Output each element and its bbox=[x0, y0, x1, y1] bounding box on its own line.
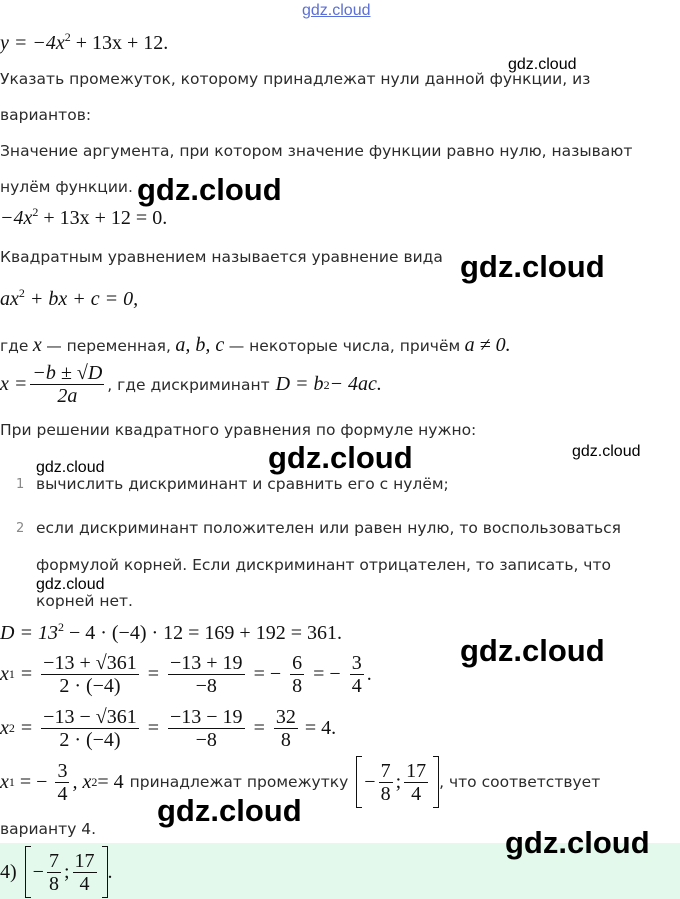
answer-frac-a bbox=[47, 850, 61, 895]
interval-frac-a bbox=[379, 760, 393, 805]
watermark: gdz.cloud bbox=[36, 459, 105, 476]
frac-den: 8 bbox=[280, 729, 291, 751]
conclusion-tail2: варианту 4. bbox=[0, 820, 97, 838]
x1-frac-2 bbox=[168, 652, 245, 697]
disc-calc-b: − 4 · (−4) · 12 = 169 + 192 = 361. bbox=[63, 622, 342, 644]
x2-frac-2 bbox=[168, 706, 245, 751]
site-header-link[interactable]: gdz.cloud bbox=[302, 2, 371, 19]
step-text-cont: корней нет. bbox=[36, 592, 133, 610]
formula-den: 2a bbox=[57, 385, 78, 407]
equation-prefix: −4x bbox=[0, 207, 33, 229]
frac-den: 4 bbox=[57, 782, 68, 805]
frac-num: 3 bbox=[351, 652, 362, 674]
frac-num: −13 + √361 bbox=[43, 652, 137, 674]
x2-result: = 4. bbox=[304, 717, 337, 739]
answer-frac-b bbox=[73, 850, 97, 895]
frac-den: −8 bbox=[195, 729, 217, 751]
function-suffix: + 13x + 12. bbox=[70, 32, 169, 54]
sub-1: 1 bbox=[8, 667, 15, 681]
where-line bbox=[0, 334, 511, 357]
function-formula bbox=[0, 32, 168, 55]
frac-num: 6 bbox=[292, 652, 303, 674]
conclusion-frac bbox=[55, 760, 69, 805]
definition-text: Значение аргумента, при котором значение функции равно нулю, называют bbox=[0, 142, 633, 160]
watermark: gdz.cloud bbox=[157, 793, 302, 828]
watermark: gdz.cloud bbox=[508, 56, 577, 73]
interval-bracket: − $\frac{7}{8}$ ; $\frac{17}{4}$ bbox=[356, 756, 439, 808]
where-var: x bbox=[32, 334, 42, 356]
formula-num: −b ± √D bbox=[32, 362, 103, 384]
step-text-cont: формулой корней. Если дискриминант отрицателен, то записать, что bbox=[36, 556, 611, 574]
frac-num: −13 − √361 bbox=[43, 706, 137, 728]
step-text: вычислить дискриминант и сравнить его с нулём; bbox=[36, 475, 449, 493]
where-mid: — переменная, bbox=[46, 337, 171, 355]
watermark: gdz.cloud bbox=[572, 443, 641, 460]
frac-den: 8 bbox=[292, 675, 303, 697]
equation-suffix: + 13x + 12 = 0. bbox=[38, 207, 168, 229]
frac-num: 17 bbox=[74, 849, 95, 872]
frac-den: 2 · (−4) bbox=[59, 729, 121, 751]
general-form-a: ax bbox=[0, 288, 19, 310]
formula-disc-rest: − 4ac. bbox=[329, 373, 382, 395]
x2-calc: x 2 = $\frac{-13 - √361}{2 \cdot (-4)}$ = $\frac{-13 - 19}{-8}$ = $\frac{32}{8}$ = 4. bbox=[0, 706, 337, 751]
x2-frac-3 bbox=[274, 706, 298, 751]
conclusion-tail: , что соответствует bbox=[439, 773, 601, 791]
watermark: gdz.cloud bbox=[36, 576, 105, 593]
frac-num: 7 bbox=[380, 759, 391, 782]
formula-disc: D = b bbox=[275, 373, 324, 395]
formula-text: , где дискриминант bbox=[107, 375, 270, 394]
frac-den: 4 bbox=[79, 872, 90, 895]
frac-num: 32 bbox=[275, 706, 296, 728]
frac-den: 8 bbox=[48, 872, 59, 895]
interval-frac-b bbox=[404, 760, 428, 805]
x1-lhs: x bbox=[0, 663, 9, 685]
watermark: gdz.cloud bbox=[460, 249, 605, 284]
step-number: 1 bbox=[16, 477, 25, 492]
answer-line: 4) − $\frac{7}{8}$ ; $\frac{17}{4}$ . bbox=[0, 846, 113, 898]
x2-lhs: x bbox=[0, 717, 9, 739]
frac-den: 4 bbox=[411, 782, 422, 805]
frac-den: −8 bbox=[195, 675, 217, 697]
definition-text-cont: нулём функции. bbox=[0, 178, 133, 196]
where-abc: a, b, c bbox=[175, 334, 225, 356]
x1-calc: x 1 = $\frac{-13 + √361}{2 \cdot (-4)}$ = $\frac{-13 + 19}{-8}$ = − $\frac{6}{8}$ = − $\frac{3}{4}$ . bbox=[0, 652, 372, 697]
x1-frac-3 bbox=[290, 652, 304, 697]
exp-2: 2 bbox=[18, 286, 25, 300]
exp-2: 2 bbox=[64, 30, 71, 44]
frac-den: 2 · (−4) bbox=[59, 675, 121, 697]
frac-den: 4 bbox=[351, 675, 362, 697]
x1-frac-4 bbox=[350, 652, 364, 697]
step-number: 2 bbox=[16, 521, 25, 536]
equation bbox=[0, 207, 167, 230]
x1-frac-1 bbox=[41, 652, 139, 697]
conclusion-text: принадлежат промежутку bbox=[129, 773, 349, 791]
frac-num: −13 − 19 bbox=[170, 706, 243, 728]
conclusion-line: x 1 = − $\frac{3}{4}$ , x 2 = 4 принадлежат промежутку − $\frac{7}{8}$ ; $\frac{17}{4}$ , что соответствует bbox=[0, 756, 600, 808]
discriminant-calc bbox=[0, 622, 342, 645]
where-rest: — некоторые числа, причём bbox=[228, 337, 461, 355]
root-formula: x = $\frac{-b \pm √D}{2a}$ , где дискриминант D = b 2 − 4ac. bbox=[0, 362, 382, 407]
frac-num: 17 bbox=[406, 759, 427, 782]
watermark: gdz.cloud bbox=[460, 633, 605, 668]
conclusion-x2-val: = 4 bbox=[97, 770, 124, 793]
x2-frac-1 bbox=[41, 706, 139, 751]
where-cond: a ≠ 0. bbox=[464, 334, 511, 356]
frac-den: 8 bbox=[380, 782, 391, 805]
steps-intro: При решении квадратного уравнения по формуле нужно: bbox=[0, 421, 477, 439]
watermark: gdz.cloud bbox=[137, 172, 282, 207]
formula-fraction bbox=[30, 362, 104, 407]
instruction-text: Указать промежуток, которому принадлежат нули данной функции, из bbox=[0, 70, 591, 88]
watermark: gdz.cloud bbox=[505, 825, 650, 860]
instruction-text-cont: вариантов: bbox=[0, 106, 92, 124]
general-form-b: + bx + c = 0, bbox=[24, 288, 139, 310]
function-prefix: y = −4x bbox=[0, 32, 65, 54]
frac-num: 7 bbox=[48, 849, 59, 872]
sub-2: 2 bbox=[8, 721, 15, 735]
answer-bracket: − $\frac{7}{8}$ ; $\frac{17}{4}$ bbox=[25, 846, 108, 898]
formula-lhs: x = bbox=[0, 373, 28, 395]
watermark: gdz.cloud bbox=[268, 440, 413, 475]
exp-2: 2 bbox=[32, 205, 39, 219]
quadratic-definition: Квадратным уравнением называется уравнение вида bbox=[0, 248, 443, 266]
conclusion-x2: , x bbox=[72, 770, 92, 793]
general-form bbox=[0, 288, 138, 311]
where-text: где bbox=[0, 337, 29, 355]
exp-2: 2 bbox=[57, 620, 64, 634]
frac-num: −13 + 19 bbox=[170, 652, 243, 674]
disc-calc-a: D = 13 bbox=[0, 622, 58, 644]
step-text: если дискриминант положителен или равен нулю, то воспользоваться bbox=[36, 519, 621, 537]
answer-label: 4) bbox=[0, 860, 17, 883]
frac-num: 3 bbox=[57, 759, 68, 782]
